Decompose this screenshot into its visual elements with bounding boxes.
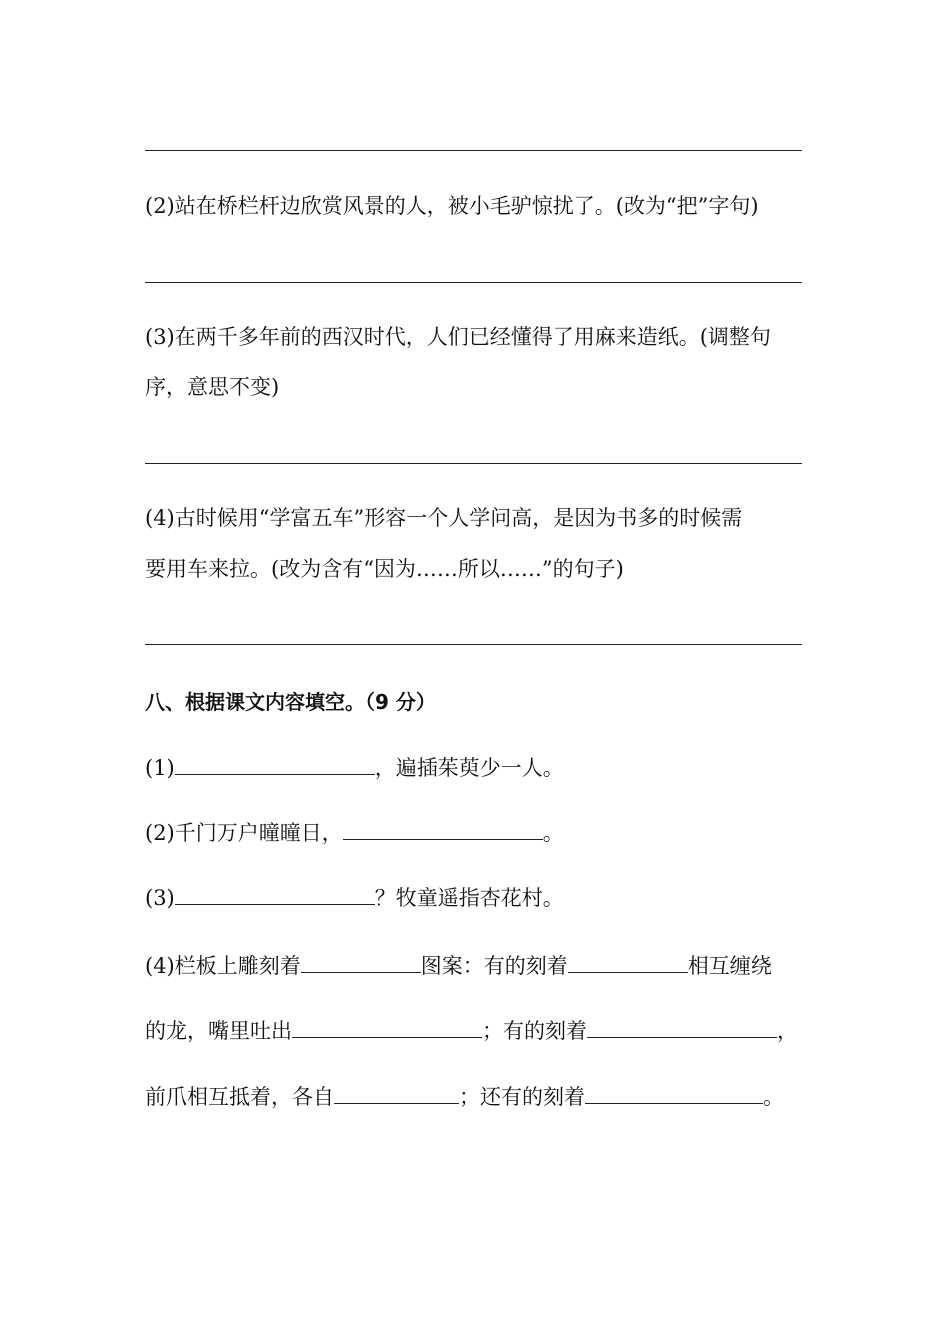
question-7-4-line1: (4)古时候用“学富五车”形容一个人学问高，是因为书多的时候需: [145, 506, 743, 530]
fill-blank-8-4-5[interactable]: [334, 1081, 459, 1104]
answer-line-1[interactable]: [145, 150, 802, 151]
question-7-3-line2: 序，意思不变): [145, 375, 280, 399]
question-7-4-line2: 要用车来拉。(改为含有“因为……所以……”的句子): [145, 557, 624, 581]
question-8-4-text-g: 前爪相互抵着，各自: [145, 1085, 334, 1109]
question-8-3-prefix: (3): [145, 886, 175, 910]
question-8-4-text-i: 。: [763, 1085, 784, 1109]
fill-blank-8-3[interactable]: [175, 882, 375, 905]
question-8-4-text-b: 图案：有的刻着: [420, 954, 568, 978]
question-8-2-prefix: (2)千门万户曈曈日，: [145, 821, 343, 845]
question-7-3-line1: (3)在两千多年前的西汉时代，人们已经懂得了用麻来造纸。(调整句: [145, 325, 771, 349]
question-8-4-line1: [145, 950, 810, 981]
question-8-2: [145, 817, 810, 848]
question-8-4-text-c: 相互缠绕: [687, 954, 772, 978]
question-8-4-line2: [145, 1015, 810, 1046]
question-8-4-text-e: ；有的刻着: [482, 1019, 587, 1043]
fill-blank-8-4-4[interactable]: [587, 1015, 777, 1038]
question-8-1-suffix: ，遍插茱萸少一人。: [374, 756, 564, 780]
question-8-3-suffix: ？牧童遥指杏花村。: [374, 886, 564, 910]
fill-blank-8-4-1[interactable]: [301, 950, 421, 973]
fill-blank-8-4-6[interactable]: [585, 1081, 763, 1104]
answer-line-3[interactable]: [145, 463, 802, 464]
fill-blank-8-4-2[interactable]: [568, 950, 688, 973]
question-8-4-text-a: (4)栏板上雕刻着: [145, 954, 301, 978]
question-8-4-text-d: 的龙，嘴里吐出: [145, 1019, 292, 1043]
question-8-4-line3: [145, 1081, 810, 1112]
fill-blank-8-2[interactable]: [343, 817, 543, 840]
question-8-1: [145, 752, 810, 783]
question-8-1-prefix: (1): [145, 756, 175, 780]
answer-line-4[interactable]: [145, 644, 802, 645]
fill-blank-8-4-3[interactable]: [292, 1015, 482, 1038]
fill-blank-8-1[interactable]: [175, 752, 375, 775]
section-8-title: 八、根据课文内容填空。（9 分）: [145, 690, 436, 714]
question-8-4-text-f: ，: [777, 1019, 798, 1043]
question-8-2-suffix: 。: [542, 821, 564, 845]
answer-line-2[interactable]: [145, 282, 802, 283]
question-7-2: (2)站在桥栏杆边欣赏风景的人，被小毛驴惊扰了。(改为“把”字句): [145, 194, 759, 218]
question-8-3: [145, 882, 810, 913]
question-8-4-text-h: ；还有的刻着: [459, 1085, 585, 1109]
